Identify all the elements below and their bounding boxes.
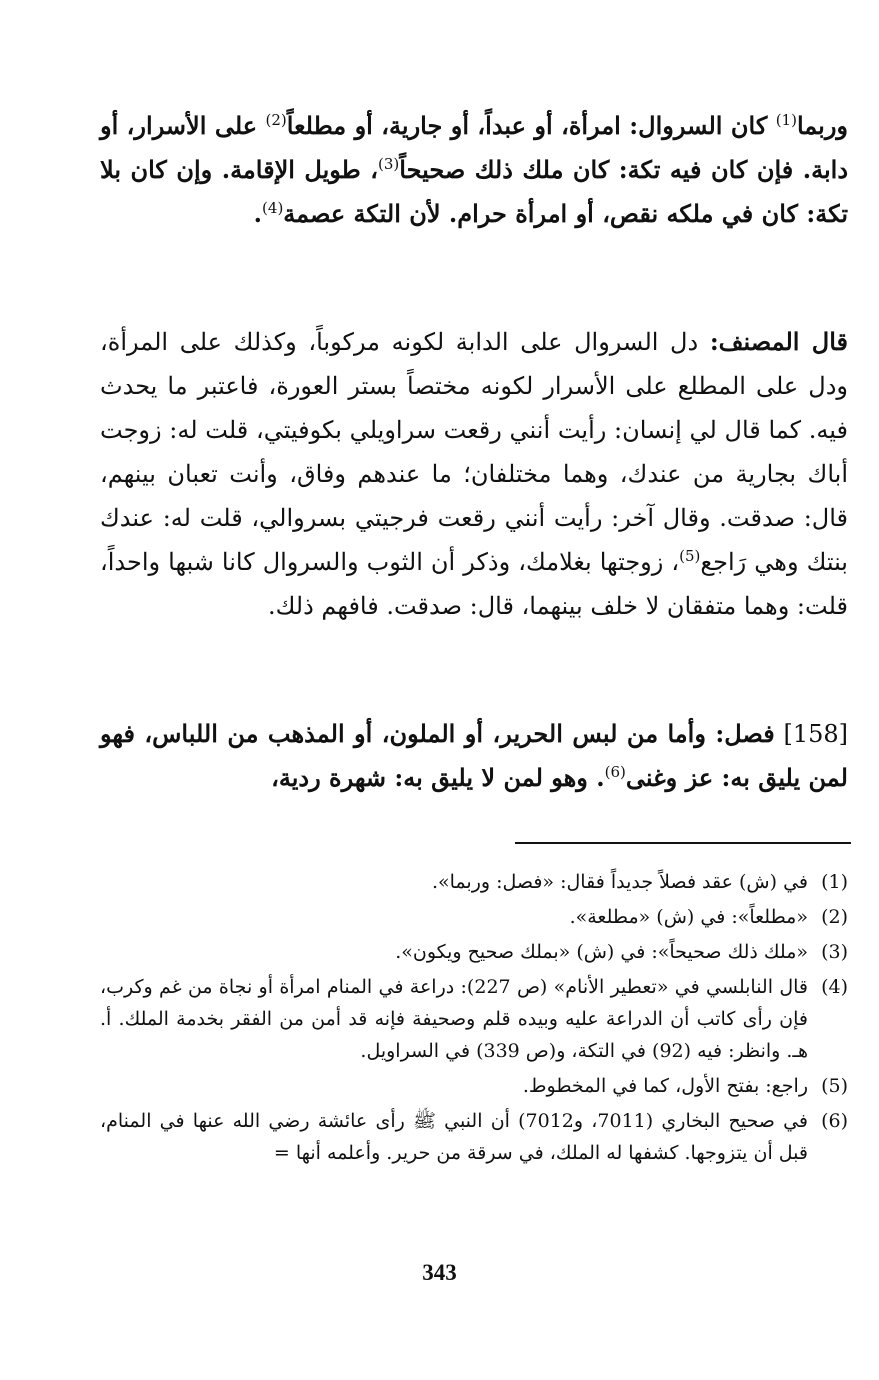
footnote-text: «مطلعاً»: في (ش) «مطلعة». xyxy=(569,906,808,928)
footnote-number: (2) xyxy=(821,906,848,928)
text-run: وأما من لبس الحرير، أو الملون، أو المذهب من اللباس، فهو لمن يليق به: عز وغنى xyxy=(100,719,848,792)
author-label: قال المصنف: xyxy=(709,327,848,356)
footnote-number: (5) xyxy=(821,1075,848,1097)
footnote xyxy=(100,1105,848,1169)
footnote-ref: (2) xyxy=(265,111,287,129)
footnote xyxy=(100,1070,848,1102)
footnote-ref: (1) xyxy=(775,111,797,129)
text-run: ، زوجتها بغلامك، وذكر أن الثوب والسروال كانا شبها واحداً، قلت: وهما متفقان لا خلف بينهما، قال: صدقت. فافهم ذلك. xyxy=(100,548,848,620)
footnote xyxy=(100,901,848,933)
section-label: فصل: xyxy=(715,719,775,748)
footnote-separator xyxy=(515,842,851,844)
text-run: . xyxy=(253,199,263,228)
footnote-text: راجع: بفتح الأول، كما في المخطوط. xyxy=(522,1075,808,1097)
footnote-ref: (6) xyxy=(604,763,626,781)
text-run: كان السروال: امرأة، أو عبداً، أو جارية، أو مطلعاً xyxy=(286,111,776,140)
footnote-text: في صحيح البخاري (7011، و7012) أن النبي ﷺ رأى عائشة رضي الله عنها في المنام، قبل أن يتزوجها. كشفها له الملك، في سرقة من حرير. وأعلمه أنها = xyxy=(100,1110,809,1164)
footnote-ref: (4) xyxy=(262,199,284,217)
footnote-text: «ملك ذلك صحيحاً»: في (ش) «بملك صحيح ويكون». xyxy=(395,941,808,963)
footnote-number: (3) xyxy=(821,941,848,963)
text-run: دل السروال على الدابة لكونه مركوباً، وكذلك على المرأة، ودل على المطلع على الأسرار لكونه مختصاً بستر العورة، فاعتبر ما يحدث فيه. كما قال لي إنسان: رأيت أنني رقعت سراويلي بكوفيتي، قلت له: زوجت أباك بجارية من عندك، وهما مختلفان؛ ما عندهم وفاق، وأنت تعبان بينهم، قال: صدقت. وقال آخر: رأيت أنني رقعت فرجيتي بسروالي، قلت له: عندك بنتك وهي رَاجع xyxy=(100,328,849,576)
footnote-ref: (5) xyxy=(679,547,701,565)
text-run: وربما xyxy=(796,111,848,140)
text-run: على الأسرار، أو دابة. فإن كان فيه تكة: كان ملك ذلك صحيحاً xyxy=(100,111,849,184)
footnote xyxy=(100,936,848,968)
footnote-number: (4) xyxy=(821,976,848,998)
text-run: . وهو لمن لا يليق به: شهرة ردية، xyxy=(271,763,605,792)
footnote-ref: (3) xyxy=(378,155,400,173)
text-run: ، طويل الإقامة. وإن كان بلا تكة: كان في ملكه نقص، أو امرأة حرام. لأن التكة عصمة xyxy=(100,155,848,228)
footnote-number: (1) xyxy=(821,871,848,893)
paragraph-section-158 xyxy=(100,712,848,800)
paragraph-author-comment xyxy=(100,320,848,628)
footnotes xyxy=(100,866,848,1172)
paragraph-sarwal xyxy=(100,104,848,236)
footnote-text: قال النابلسي في «تعطير الأنام» (ص 227): دراعة في المنام امرأة أو نجاة من غم وكرب، فإن رأى كاتب أن الدراعة عليه وبيده قلم وصحيفة فإنه قد أمن من الفقر بخدمة الملك. أ. هـ. وانظر: فيه (92) في التكة، و(ص 339) في السراويل. xyxy=(100,976,809,1062)
page-number: 343 xyxy=(422,1260,457,1285)
footnote-number: (6) xyxy=(821,1110,848,1132)
footnote-text: في (ش) عقد فصلاً جديداً فقال: «فصل: وربما». xyxy=(431,871,808,893)
footnote xyxy=(100,866,848,898)
section-number: [158] xyxy=(783,720,848,748)
footnote xyxy=(100,971,848,1067)
